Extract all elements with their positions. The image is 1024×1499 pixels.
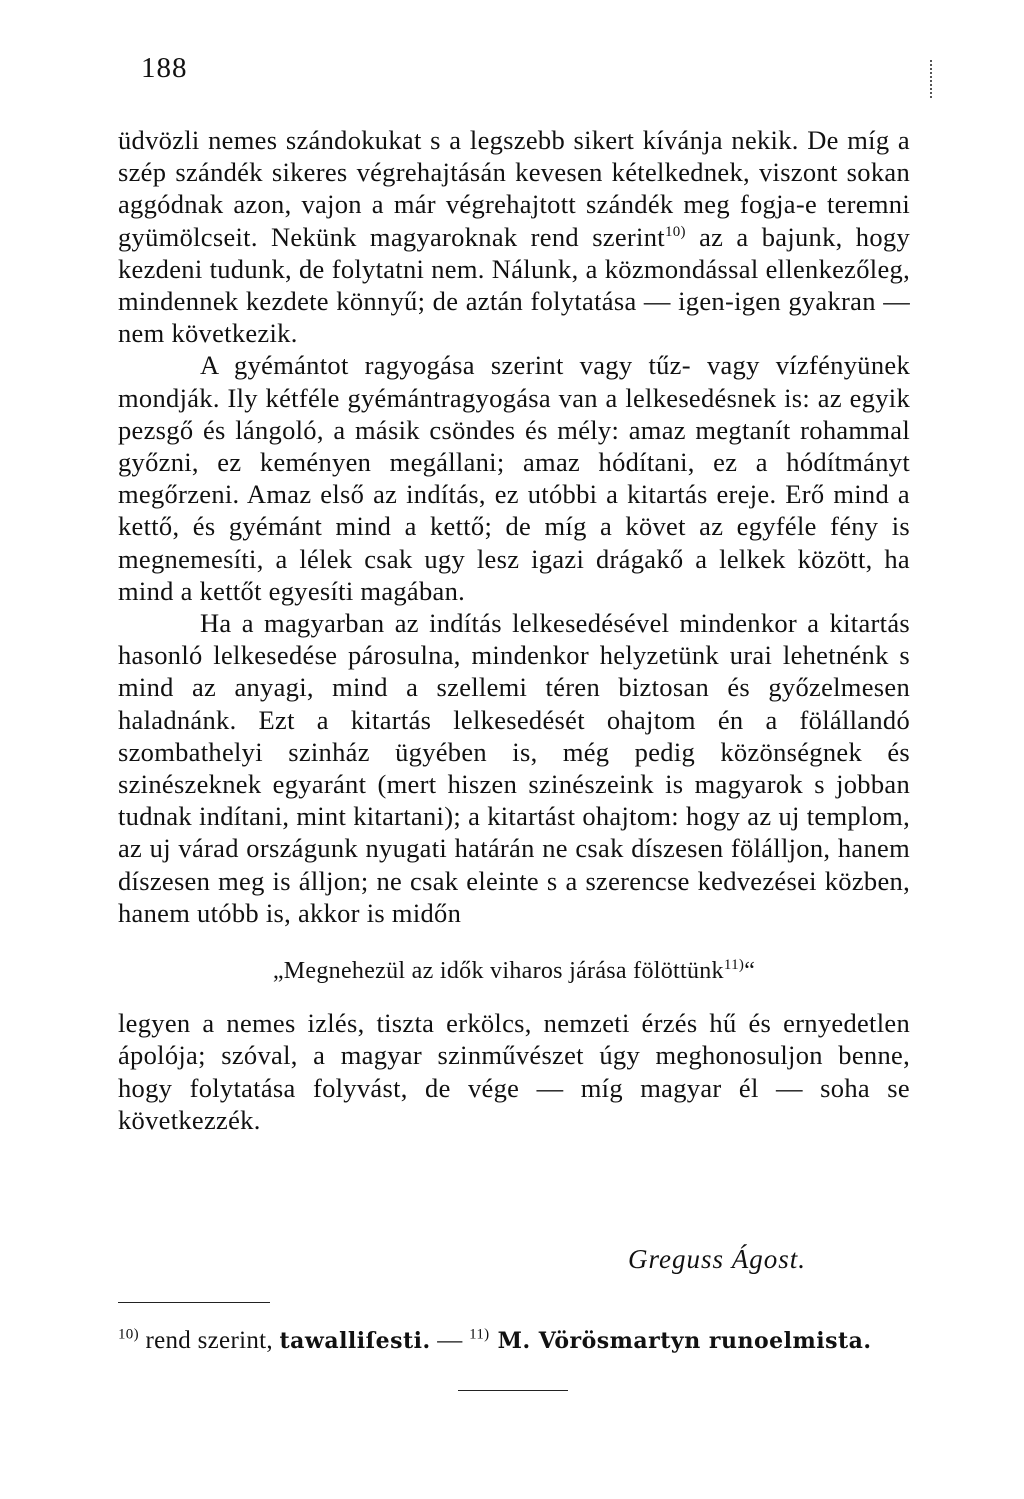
- footnote-10-source: tawalliſesti.: [279, 1328, 431, 1354]
- author-signature: Greguss Ágost.: [628, 1244, 807, 1274]
- paragraph-2: A gyémántot ragyogása szerint vagy tűz- vagy vízfényünek mondják. Ily kétféle gyémántragyogása van a lelkesedésnek is: az egyik pezsgő és lángoló, a másik csöndes és mély: amaz megtanít rohammal győzni, ez keményen megállani; amaz hódítani, ez a hódítmányt megőrzeni. Amaz első az indítás, ez utóbbi a kitartás ereje. Erő mind a kettő, és gyémánt mind a kettő; de míg a követ az egyféle fény is megnemesíti, a lélek csak ugy lesz igazi drágakő a lelkek között, ha mind a kettőt egyesíti magában.: [118, 350, 910, 606]
- margin-mark: [930, 60, 935, 98]
- quotation-text: „Megnehezül az idők viharos járása fölöttünk: [272, 958, 724, 985]
- footnote-ref-10: 10): [664, 223, 686, 240]
- end-divider: [458, 1390, 568, 1391]
- footnote-divider: [118, 1302, 270, 1303]
- paragraph-4: legyen a nemes izlés, tiszta erkölcs, nemzeti érzés hű és ernyedetlen ápolója; szóval, a magyar szinművészet úgy meghonosuljon benne, hogy folytatása folyvást, de vége — míg magyar él — soha se következzék.: [118, 1008, 910, 1135]
- footnote-10-number: 10): [118, 1326, 139, 1343]
- footnote-11-source: M. Vörösmartyn runoelmista.: [489, 1328, 872, 1354]
- footnote-11-number: 11): [469, 1326, 490, 1343]
- quotation-close: “: [744, 958, 756, 985]
- footnotes: [118, 1326, 918, 1356]
- page-number: 188: [141, 52, 188, 84]
- paragraph-1-text: üdvözli nemes szándokukat s a legszebb sikert kívánja nekik. De míg a szép szándék sikeres végrehajtásán kevesen kételkednek, viszont sokan aggódnak azon, vajon a már végrehajtott szándék meg fogja-e teremni gyümölcseit. Nekünk magyaroknak rend szerint: [118, 125, 910, 252]
- quotation: [118, 955, 910, 987]
- footnote-10-text: rend szerint,: [138, 1327, 280, 1354]
- paragraph-1-continued: az a bajunk, hogy kezdeni tudunk, de folytatni nem. Nálunk, a közmondással ellenkezőleg, mindennek kezdete könnyű; de aztán folytatása — igen-igen gyakran — nem következik.: [118, 221, 910, 349]
- footnote-separator: —: [430, 1327, 470, 1354]
- footnote-ref-11: 11): [723, 957, 745, 974]
- body-text: [118, 124, 910, 1136]
- paragraph-3: Ha a magyarban az indítás lelkesedésével mindenkor a kitartás hasonló lelkesedése párosulna, mindenkor helyzetünk urai lehetnénk s mind az anyagi, mind a szellemi téren biztosan és győzelmesen haladnánk. Ezt a kitartás lelkesedését ohajtom én a fölállandó szombathelyi szinház ügyében is, még pedig közönségnek és szinészeknek egyaránt (mert hiszen szinészeink is magyarok s jobban tudnak indítani, mint kitartani); a kitartást ohajtom: hogy az uj templom, az uj várad országunk nyugati határán ne csak díszesen fölálljon, hanem díszesen meg is álljon; ne csak eleinte s a szerencse kedvezései közben, hanem utóbb is, akkor is midőn: [118, 608, 910, 928]
- paragraph-1: [118, 124, 910, 349]
